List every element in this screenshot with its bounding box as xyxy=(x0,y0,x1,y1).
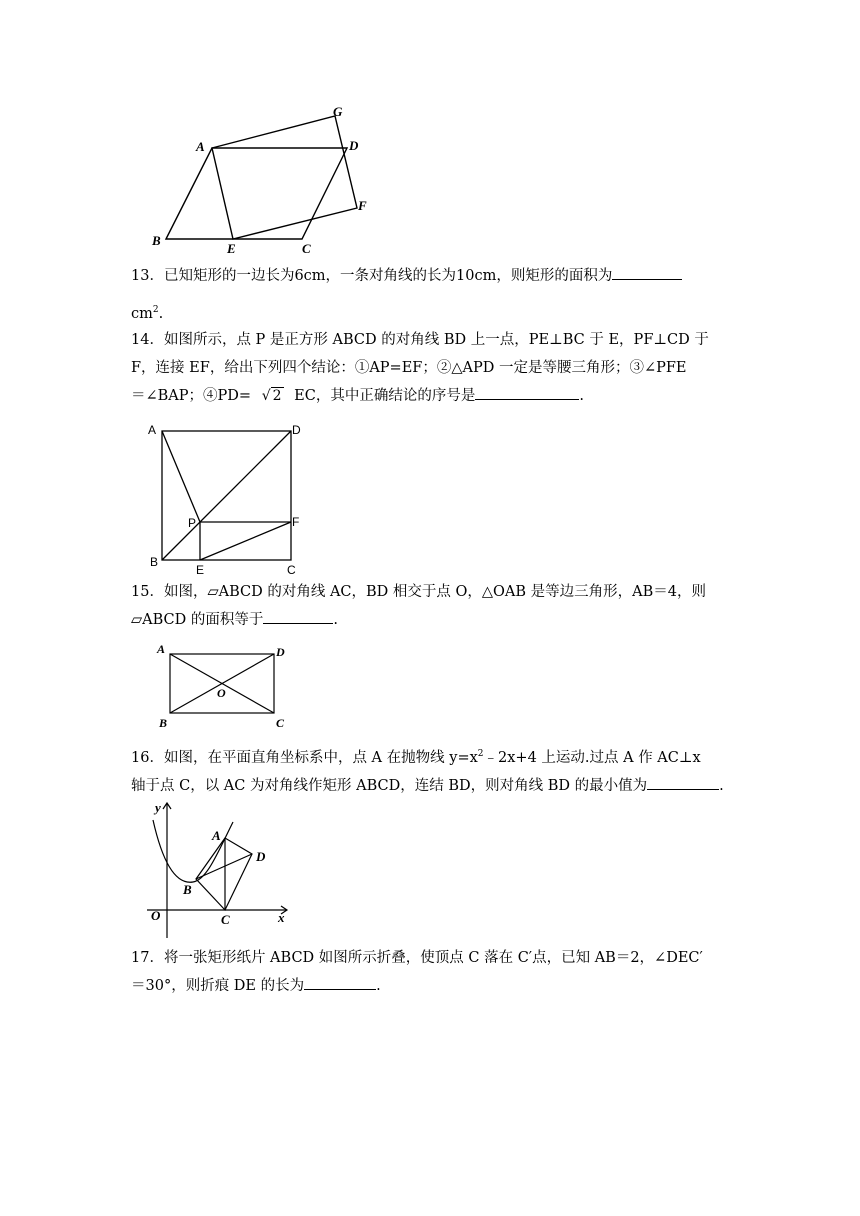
label-B: B xyxy=(183,882,192,897)
label-D: D xyxy=(256,849,266,864)
question-14 xyxy=(131,326,731,410)
label-C: C xyxy=(287,563,296,576)
figure-square-abcd xyxy=(145,418,315,576)
q13-unit: cm xyxy=(131,305,153,322)
label-x: x xyxy=(278,910,285,925)
label-A: A xyxy=(212,828,221,843)
q15-number: 15． xyxy=(131,584,164,600)
q14-number: 14． xyxy=(131,332,164,348)
label-D: D xyxy=(349,138,359,153)
q14-end: . xyxy=(579,388,584,404)
label-C: C xyxy=(221,912,230,927)
label-E: E xyxy=(196,563,205,576)
label-A: A xyxy=(196,139,205,154)
question-15 xyxy=(131,578,731,634)
q16-end: . xyxy=(719,777,724,794)
q17-answer-blank[interactable] xyxy=(304,975,376,990)
q16-line1b: ﹣2x+4 上运动.过点 A 作 AC⊥x xyxy=(483,749,701,766)
q16-number: 16． xyxy=(131,749,164,766)
q16-line1a: 如图，在平面直角坐标系中，点 A 在抛物线 y=x xyxy=(163,749,478,766)
label-B: B xyxy=(152,233,161,248)
figure-parabola-rectangle xyxy=(140,795,300,940)
q14-answer-blank[interactable] xyxy=(475,385,579,400)
q17-number: 17． xyxy=(131,950,164,966)
label-F: F xyxy=(292,515,300,529)
q15-line1: 如图，▱ABCD 的对角线 AC，BD 相交于点 O，△OAB 是等边三角形，AB＝4，则 xyxy=(163,584,707,600)
question-16 xyxy=(131,740,731,800)
q14-line1: 如图所示，点 P 是正方形 ABCD 的对角线 BD 上一点，PE⊥BC 于 E，PF⊥CD 于 xyxy=(163,332,709,348)
q13-end: . xyxy=(158,305,164,322)
q16-answer-blank[interactable] xyxy=(647,775,719,790)
label-A: A xyxy=(148,423,157,437)
label-O: O xyxy=(217,686,226,700)
q15-line2: ▱ABCD 的面积等于 xyxy=(131,612,264,628)
sqrt-symbol: √ 2 xyxy=(261,388,282,404)
q13-answer-blank[interactable] xyxy=(612,265,682,280)
q16-line2: 轴于点 C，以 AC 为对角线作矩形 ABCD，连结 BD，则对角线 BD 的最小值为 xyxy=(131,777,648,794)
label-D: D xyxy=(276,645,285,659)
label-C: C xyxy=(302,241,311,256)
q13-number: 13． xyxy=(131,268,164,284)
q14-line2: F，连接 EF，给出下列四个结论：①AP=EF；②△APD 一定是等腰三角形；③∠PFE xyxy=(131,360,687,376)
q14-line3a: ＝∠BAP；④PD= xyxy=(131,388,252,404)
label-E: E xyxy=(227,241,236,256)
q13-text: 已知矩形的一边长为6cm，一条对角线的长为10cm，则矩形的面积为 xyxy=(163,268,613,284)
question-13 xyxy=(131,262,731,328)
label-G: G xyxy=(333,104,343,119)
label-B: B xyxy=(150,555,159,569)
q16-exp: 2 xyxy=(477,749,484,759)
q17-line2: ＝30°，则折痕 DE 的长为 xyxy=(131,978,305,994)
q15-answer-blank[interactable] xyxy=(263,609,333,624)
q17-end: . xyxy=(376,978,381,994)
label-F: F xyxy=(358,198,367,213)
q15-end: . xyxy=(333,612,338,628)
label-B: B xyxy=(159,716,168,730)
label-C: C xyxy=(276,716,285,730)
question-17 xyxy=(131,944,731,1000)
q17-line1: 将一张矩形纸片 ABCD 如图所示折叠，使顶点 C 落在 C′点，已知 AB＝2，∠DEC′ xyxy=(163,950,703,966)
figure-rectangle-diagonals xyxy=(150,640,300,732)
q14-line3b: EC，其中正确结论的序号是 xyxy=(294,388,476,404)
label-P: P xyxy=(188,516,197,530)
label-D: D xyxy=(292,423,301,437)
label-y: y xyxy=(155,800,161,815)
q13-unit-exp: 2 xyxy=(152,305,159,315)
figure-parallelogram-rectangle xyxy=(145,100,385,260)
sqrt-value: 2 xyxy=(272,388,282,404)
label-O: O xyxy=(151,908,161,923)
label-A: A xyxy=(157,642,166,656)
